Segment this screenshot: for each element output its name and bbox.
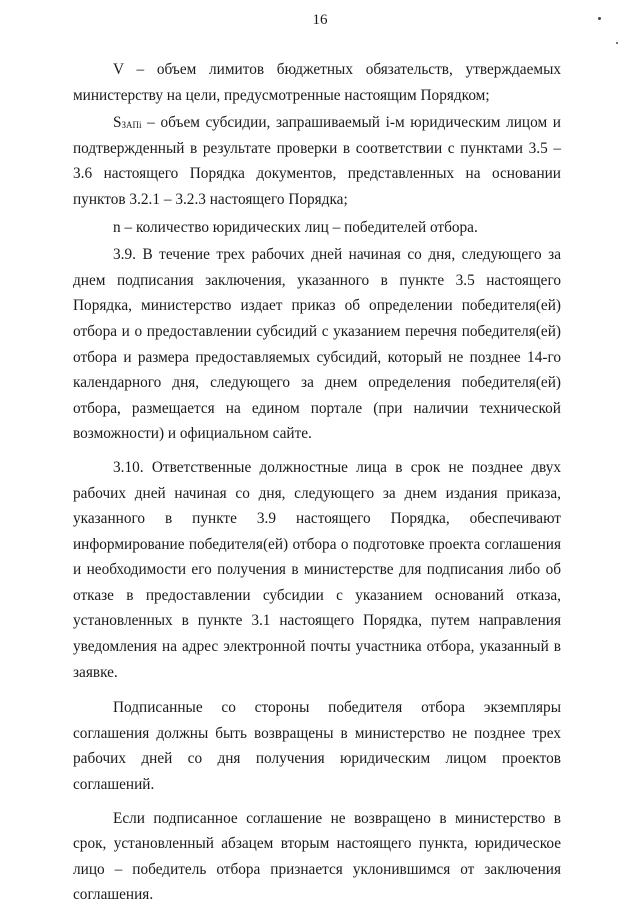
paragraph-not-returned: Если подписанное соглашение не возвращено в министерство в срок, установленный абзацем вторым настоящего пункта, юридическое лицо – победитель отбора признается уклонившимся от заключения соглашения. <box>73 809 561 904</box>
page-number: 16 <box>312 12 328 28</box>
document-body <box>73 57 561 908</box>
symbol-s-subscript: ЗАПi <box>121 120 142 131</box>
scan-speck <box>616 42 618 44</box>
scan-speck <box>598 17 601 20</box>
definition-s-text: – объем субсидии, запрашиваемый i-м юридическим лицом и подтвержденный в результате проверки в соответствии с пунктами 3.5 – 3.6 настоящего Порядка документов, представленных на основании пунктов 3.2.1 – 3.2.3 настоящего Порядка; <box>73 114 561 208</box>
paragraph-definition-v: V – объем лимитов бюджетных обязательств, утверждаемых министерству на цели, предусмотренные настоящим Порядком; <box>73 61 561 104</box>
paragraph-signed-copies: Подписанные со стороны победителя отбора экземпляры соглашения должны быть возвращены в министерство не позднее трех рабочих дней со дня получения юридическим лицом проектов соглашений. <box>73 699 561 794</box>
paragraph-clause-3-9: 3.9. В течение трех рабочих дней начиная со дня, следующего за днем подписания заключения, указанного в пункте 3.5 настоящего Порядка, министерство издает приказ об определении победителя(ей) отбора и о предоставлении субсидий с указанием перечня победителя(ей) отбора и размера предоставляемых субсидий, который не позднее 14-го календарного дня, следующего за днем определения победителя(ей) отбора, размещается на едином портале (при наличии технической возможности) и официальном сайте. <box>73 246 561 443</box>
paragraph-definition-s <box>73 110 561 212</box>
symbol-s: S <box>113 114 122 132</box>
paragraph-clause-3-10: 3.10. Ответственные должностные лица в срок не позднее двух рабочих дней начиная со дня, следующего за днем издания приказа, указанного в пункте 3.9 настоящего Порядка, обеспечивают информирование победителя(ей) отбора о подготовке проекта соглашения и необходимости его получения в министерстве для подписания либо об отказе в предоставлении субсидии с указанием оснований отказа, установленных в пункте 3.1 настоящего Порядка, путем направления уведомления на адрес электронной почты участника отбора, указанный в заявке. <box>73 458 561 681</box>
paragraph-definition-n: n – количество юридических лиц – победителей отбора. <box>113 218 478 236</box>
